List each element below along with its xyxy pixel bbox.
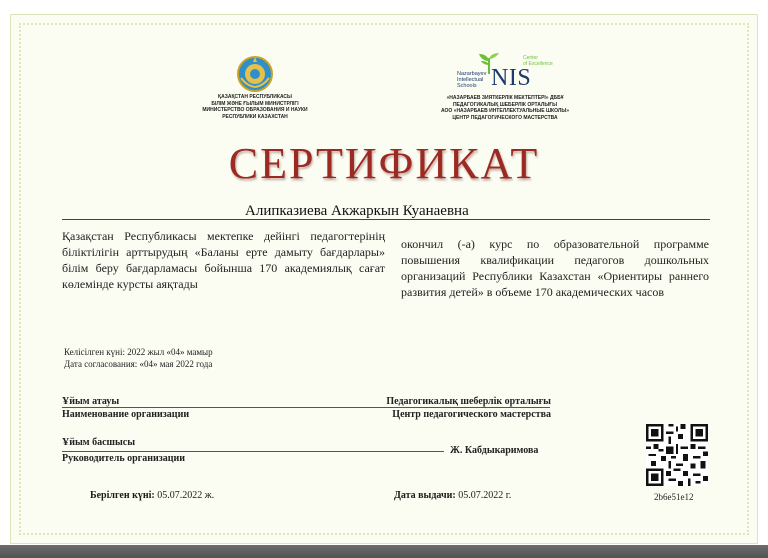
nis-text xyxy=(440,95,570,121)
head-label-ru: Руководитель организации xyxy=(62,453,186,464)
ministry-line: МИНИСТЕРСТВО ОБРАЗОВАНИЯ И НАУКИ xyxy=(202,107,308,113)
body-text-kz: Қазақстан Республикасы мектепке дейінгі педагогтерінің біліктілігін арттырудың «Баланы ерте дамыту бағдарлары» білім беру бағдарламасы бойынша 170 академиялық сағат көлемінде курсты аяқтады xyxy=(62,229,385,291)
head-label-kz: Ұйым басшысы xyxy=(62,437,136,448)
ministry-line: ҚАЗАҚСТАН РЕСПУБЛИКАСЫ xyxy=(218,94,292,100)
body-text-ru: окончил (-а) курс по образовательной программе повышения квалификации педагогов дошкольных организаций Республики Казахстан «Ориентиры раннего развития детей» в объеме 170 академических часов xyxy=(401,237,709,299)
nis-center: Center xyxy=(523,55,539,61)
agreement-date-ru: Дата согласования: «04» мая 2022 года xyxy=(64,359,213,369)
recipient-name: Алипказиева Акжаркын Куанаевна xyxy=(245,203,469,219)
issued-ru-label: Дата выдачи: xyxy=(394,490,456,501)
nis-wordmark: NIS xyxy=(491,65,532,91)
nis-line: ЦЕНТР ПЕДАГОГИЧЕСКОГО МАСТЕРСТВА xyxy=(452,114,558,121)
issued-ru-value: 05.07.2022 г. xyxy=(458,490,512,501)
qr-code-icon xyxy=(646,424,708,486)
nis-intellectual: Intellectual xyxy=(457,77,484,83)
certificate-title: СЕРТИФИКАТ xyxy=(228,139,540,188)
ministry-line: БІЛІМ ЖӘНЕ ҒЫЛЫМ МИНИСТРЛІГІ xyxy=(211,100,299,107)
state-emblem-icon xyxy=(237,56,273,92)
org-value-kz: Педагогикалық шеберлік орталығы xyxy=(386,396,551,407)
nis-line: ПЕДАГОГИКАЛЫҚ ШЕБЕРЛІК ОРТАЛЫҒЫ xyxy=(452,101,558,108)
org-value-ru: Центр педагогического мастерства xyxy=(392,409,551,420)
nis-logo xyxy=(455,53,565,95)
issued-kz-label: Берілген күні: xyxy=(90,490,155,501)
nis-line: «НАЗАРБАЕВ ЗИЯТКЕРЛІК МЕКТЕПТЕРІ» ДББҰ xyxy=(446,95,564,101)
verification-code: 2b6e51e12 xyxy=(654,492,694,502)
name-underline xyxy=(62,219,710,220)
ministry-text xyxy=(195,94,315,120)
org-label-kz: Ұйым атауы xyxy=(62,396,120,407)
nis-schools: Schools xyxy=(457,83,477,89)
nis-line: АОО «НАЗАРБАЕВ ИНТЕЛЛЕКТУАЛЬНЫЕ ШКОЛЫ» xyxy=(440,108,570,114)
org-rule xyxy=(62,407,550,408)
nis-excellence: of Excellence xyxy=(523,61,553,67)
nis-nazarbayev: Nazarbayev xyxy=(457,71,487,77)
bottom-bar xyxy=(0,545,768,558)
issued-date-ru xyxy=(394,490,511,501)
issued-date-kz xyxy=(90,490,214,501)
org-label-ru: Наименование организации xyxy=(62,409,190,420)
head-signature-name: Ж. Кабдыкаримова xyxy=(450,445,539,456)
agreement-date-kz: Келісілген күні: 2022 жыл «04» мамыр xyxy=(64,347,213,357)
issued-kz-value: 05.07.2022 ж. xyxy=(157,490,215,501)
ministry-line: РЕСПУБЛИКИ КАЗАХСТАН xyxy=(222,113,288,120)
head-rule xyxy=(62,451,444,452)
